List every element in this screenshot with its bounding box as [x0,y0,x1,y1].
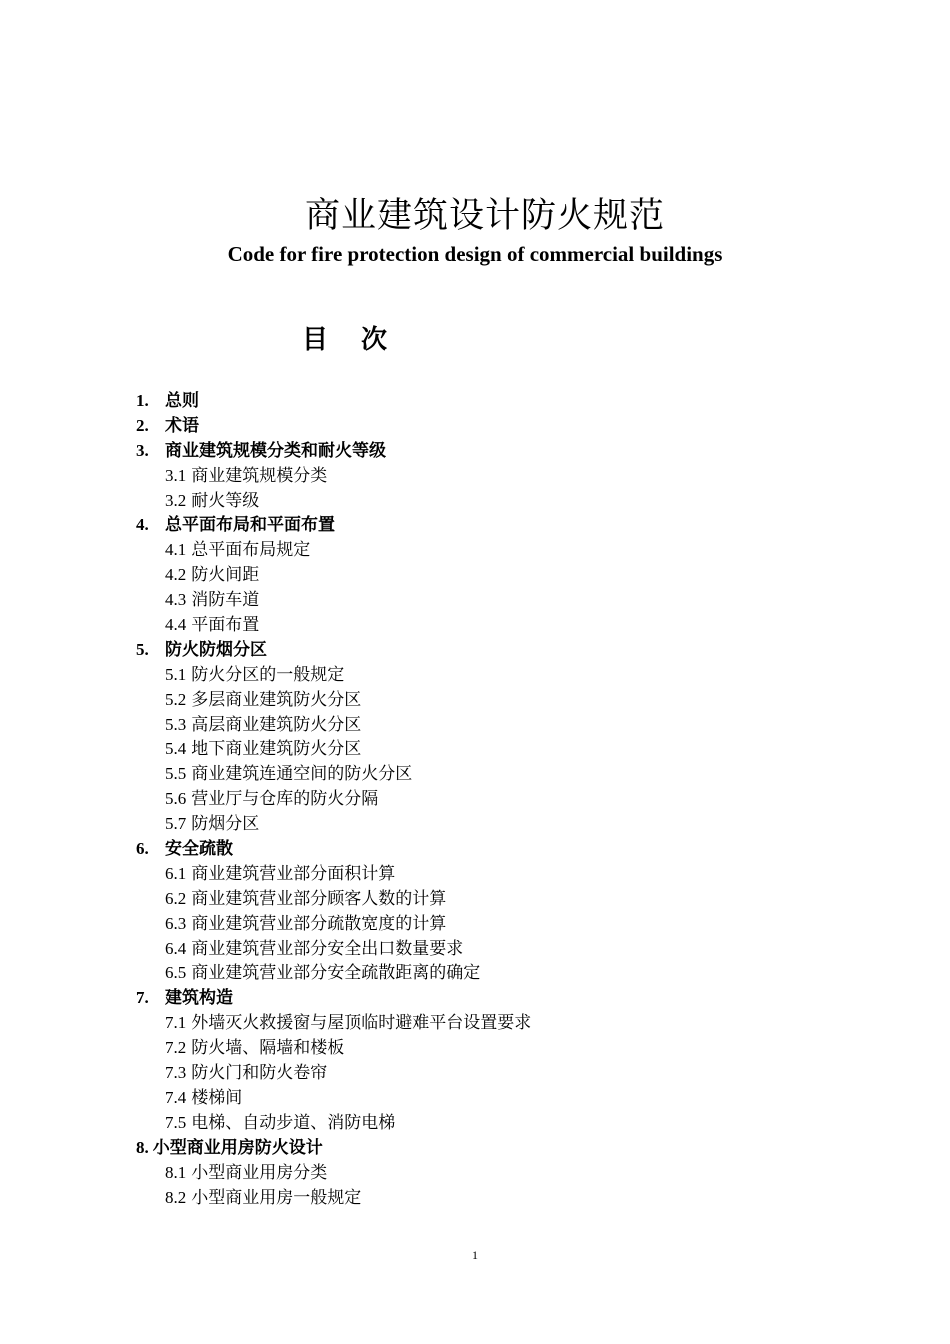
toc-entry-title: 地下商业建筑防火分区 [191,739,362,760]
toc-section-entry [136,613,836,638]
toc-entry-title: 小型商业用房防火设计 [152,1137,323,1158]
toc-entry-title: 商业建筑规模分类和耐火等级 [165,440,386,461]
toc-entry-number: 8. [136,1137,149,1157]
toc-entry-number: 6.5 [165,963,187,983]
toc-entry-number: 7.4 [165,1087,187,1107]
toc-entry-number: 4.1 [165,540,187,560]
toc-chapter-entry [136,414,836,439]
toc-entry-number: 6.3 [165,913,187,933]
toc-entry-title: 小型商业用房分类 [191,1162,328,1183]
toc-entry-number: 4. [136,515,149,535]
toc-entry-title: 建筑构造 [165,988,233,1009]
toc-entry-number: 2. [136,415,149,435]
toc-entry-title: 电梯、自动步道、消防电梯 [191,1112,396,1133]
toc-entry-title: 商业建筑营业部分顾客人数的计算 [191,888,447,909]
toc-entry-number: 5.2 [165,689,187,709]
toc-entry-number: 5.7 [165,814,187,834]
toc-entry-number: 8.1 [165,1162,187,1182]
toc-entry-title: 多层商业建筑防火分区 [191,689,362,710]
toc-section-entry [136,464,836,489]
toc-section-entry [136,588,836,613]
toc-entry-title: 平面布置 [191,615,260,636]
toc-entry-number: 7.3 [165,1063,187,1083]
toc-section-entry [136,812,836,837]
toc-entry-title: 商业建筑连通空间的防火分区 [191,764,413,785]
toc-section-entry [136,762,836,787]
toc-entry-title: 防火间距 [191,565,260,586]
toc-entry-title: 术语 [165,415,199,436]
document-title-english: Code for fire protection design of commercial buildings [227,242,723,266]
toc-entry-number: 3. [136,440,149,460]
toc-entry-title: 防火分区的一般规定 [191,664,345,685]
toc-section-entry [136,862,836,887]
toc-entry-number: 5.3 [165,714,187,734]
document-title-chinese: 商业建筑设计防火规范 [304,196,665,236]
toc-section-entry [136,489,836,514]
toc-section-entry [136,1086,836,1111]
toc-entry-title: 耐火等级 [191,490,260,511]
toc-entry-number: 4.3 [165,590,187,610]
toc-entry-number: 6.4 [165,938,187,958]
toc-entry-number: 7. [136,988,149,1008]
toc-entry-number: 5. [136,639,149,659]
toc-entry-title: 安全疏散 [165,839,233,860]
toc-entry-title: 商业建筑营业部分安全出口数量要求 [191,938,464,959]
toc-entry-number: 4.2 [165,565,187,585]
toc-entry-number: 7.2 [165,1038,187,1058]
toc-entry-number: 5.1 [165,664,187,684]
toc-entry-number: 1. [136,391,149,410]
toc-chapter-entry [136,1136,836,1161]
toc-chapter-entry [136,837,836,862]
toc-section-entry [136,563,836,588]
toc-chapter-entry [136,513,836,538]
toc-entry-number: 4.4 [165,615,187,635]
toc-chapter-entry [136,439,836,464]
toc-section-entry [136,538,836,563]
toc-entry-title: 小型商业用房一般规定 [191,1187,362,1208]
page-number: 1 [472,1248,478,1262]
toc-entry-number: 6. [136,839,149,859]
toc-section-entry [136,787,836,812]
toc-section-entry [136,1161,836,1186]
toc-section-entry [136,713,836,738]
toc-chapter-entry [136,638,836,663]
toc-chapter-entry [136,986,836,1011]
toc-section-entry [136,937,836,962]
toc-entry-title: 商业建筑营业部分安全疏散距离的确定 [191,963,481,984]
toc-section-entry [136,737,836,762]
toc-entry-title: 防火门和防火卷帘 [191,1063,328,1084]
table-of-contents [136,389,836,1210]
toc-entry-title: 商业建筑规模分类 [191,465,328,486]
toc-entry-title: 高层商业建筑防火分区 [191,714,362,735]
toc-section-entry [136,887,836,912]
toc-entry-title: 商业建筑营业部分疏散宽度的计算 [191,913,447,934]
toc-section-entry [136,1036,836,1061]
toc-entry-number: 6.2 [165,888,187,908]
toc-entry-number: 5.6 [165,789,187,809]
toc-entry-title: 外墙灭火救援窗与屋顶临时避难平台设置要求 [191,1013,532,1034]
toc-entry-title: 总平面布局和平面布置 [165,515,335,536]
toc-entry-number: 3.1 [165,465,187,485]
toc-entry-number: 7.5 [165,1112,187,1132]
toc-entry-title: 楼梯间 [191,1087,243,1108]
toc-entry-title: 营业厅与仓库的防火分隔 [191,789,379,810]
toc-entry-number: 3.2 [165,490,187,510]
toc-entry-title: 消防车道 [191,590,260,611]
toc-entry-title: 商业建筑营业部分面积计算 [191,863,396,884]
toc-chapter-entry [136,389,836,414]
toc-entry-title: 总则 [165,391,199,411]
toc-section-entry [136,912,836,937]
toc-entry-title: 防烟分区 [191,814,260,835]
toc-entry-number: 6.1 [165,863,187,883]
toc-entry-number: 8.2 [165,1187,187,1207]
toc-section-entry [136,1061,836,1086]
toc-section-entry [136,688,836,713]
toc-entry-number: 7.1 [165,1013,187,1033]
toc-section-entry [136,1186,836,1211]
toc-entry-title: 总平面布局规定 [191,540,311,561]
toc-section-entry [136,663,836,688]
toc-entry-title: 防火墙、隔墙和楼板 [191,1038,345,1059]
toc-section-entry [136,1111,836,1136]
toc-entry-title: 防火防烟分区 [165,639,267,660]
toc-section-entry [136,1011,836,1036]
table-of-contents-heading: 目 次 [302,325,400,355]
toc-section-entry [136,961,836,986]
toc-entry-number: 5.5 [165,764,187,784]
toc-entry-number: 5.4 [165,739,187,759]
